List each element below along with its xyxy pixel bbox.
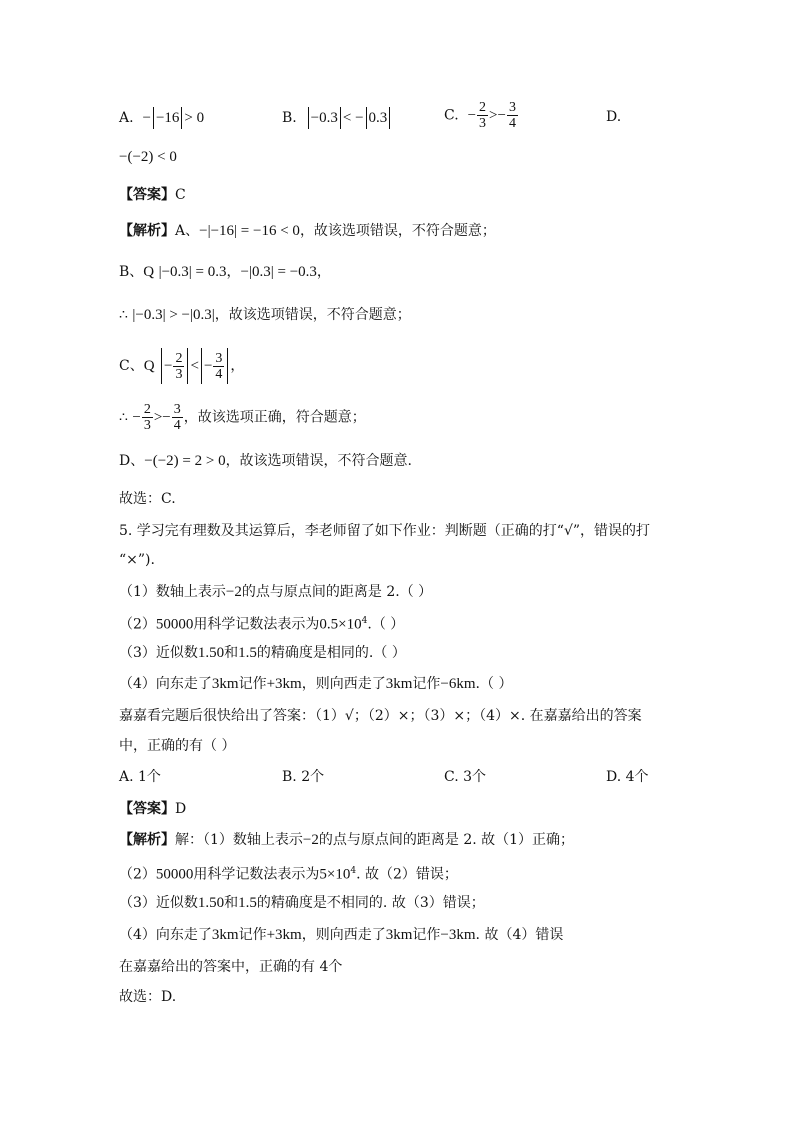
q4-analysis-b1: B、Q |−0.3| = 0.3，−|0.3| = −0.3，	[119, 264, 331, 280]
q5-item-1: （1）数轴上表示−2的点与原点间的距离是 2.（ ）	[119, 584, 433, 600]
q5-item-3: （3）近似数1.50和1.5的精确度是相同的.（ ）	[119, 645, 406, 661]
q4-option-a: A. − −16 > 0	[119, 107, 204, 129]
q4-answer: 【答案】C	[119, 187, 186, 203]
q4-option-b: B. −0.3 < − 0.3	[282, 107, 392, 129]
q5-choose: 故选：D.	[119, 989, 177, 1005]
q4-analysis-b2: ∴ |−0.3| > −|0.3|，故该选项错误，不符合题意；	[119, 307, 411, 323]
q5-option-a: A. 1个	[119, 769, 161, 785]
q5-option-c: C. 3个	[444, 769, 487, 785]
q5-answer: 【答案】D	[119, 801, 187, 817]
q4-analysis-c1: C、Q − $\frac{2}{3}$ < − $\frac{3}{4}$ ，	[119, 348, 244, 384]
q5-stem-line1: 5. 学习完有理数及其运算后，李老师留了如下作业：判断题（正确的打“√”，错误的打	[119, 523, 651, 539]
q4-analysis-d: D、−(−2) = 2 > 0，故该选项错误，不符合题意.	[119, 453, 413, 469]
q4-option-d-expr: −(−2) < 0	[119, 149, 177, 165]
q4-option-d-letter: D.	[606, 109, 622, 125]
q4-analysis-c2: ∴ − $\frac{2}{3}$ >− $\frac{3}{4}$ ，故该选项正确，符合题意；	[119, 402, 366, 433]
q5-stem-line2: “×”).	[119, 552, 155, 568]
q5-option-b: B. 2个	[282, 769, 325, 785]
q5-solution-4: （4）向东走了3km记作+3km，则向西走了3km记作−3km. 故（4）错误	[119, 927, 564, 943]
q5-solution-3: （3）近似数1.50和1.5的精确度是不相同的. 故（3）错误；	[119, 895, 485, 911]
q4-analysis-a: 【解析】A、−|−16| = −16 < 0，故该选项错误，不符合题意；	[119, 223, 496, 239]
q5-solution-2: （2）50000用科学记数法表示为$5\times 10^4$. 故（2）错误；	[119, 866, 458, 883]
q4-option-c: C. − $\frac{2}{3}$ >− $\frac{3}{4}$	[444, 100, 516, 131]
q5-item-4: （4）向东走了3km记作+3km，则向西走了3km记作−6km.（ ）	[119, 676, 513, 692]
q5-solution-5: 在嘉嘉给出的答案中，正确的有 4个	[119, 959, 343, 975]
q5-jiajia-line2: 中，正确的有（ ）	[119, 738, 236, 754]
q5-option-d: D. 4个	[606, 769, 649, 785]
q5-solution-1: 【解析】解：（1）数轴上表示−2的点与原点间的距离是 2. 故（1）正确；	[119, 832, 575, 848]
q5-item-2: （2）50000用科学记数法表示为$0.5\times 10^4$.（ ）	[119, 616, 405, 633]
q5-jiajia-line1: 嘉嘉看完题后很快给出了答案：（1）√；（2）×；（3）×；（4）×. 在嘉嘉给出的答案	[119, 708, 642, 724]
q4-choose: 故选：C.	[119, 491, 176, 507]
